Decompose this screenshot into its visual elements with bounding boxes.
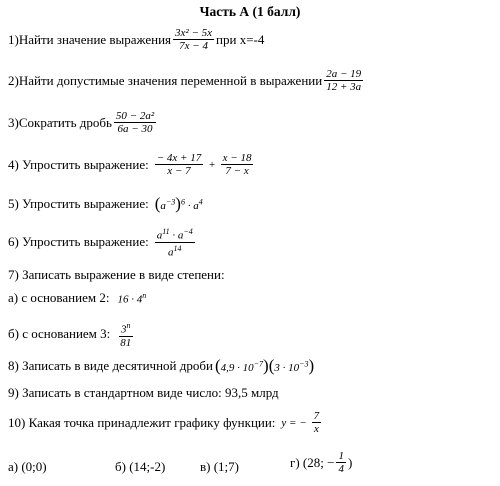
question-10-lhs: y = − xyxy=(281,416,307,429)
question-8-text: 8) Записать в виде десятичной дроби xyxy=(8,358,213,373)
question-4-fraction-1 xyxy=(155,152,203,177)
question-10 xyxy=(8,410,323,435)
question-1-numerator: 3x² − 5x xyxy=(175,27,213,39)
option-g-fraction xyxy=(336,450,346,475)
option-g-numerator: 1 xyxy=(338,450,344,462)
question-7b-fraction xyxy=(118,320,133,349)
question-3-text: 3)Сократить дробь xyxy=(8,114,112,130)
question-2 xyxy=(8,68,365,93)
question-6-numerator: $a^{11} \cdot a^{-4}$ xyxy=(156,227,193,242)
question-7a xyxy=(8,290,149,306)
question-1-text: 1)Найти значение выражения xyxy=(8,31,172,47)
question-10-numerator: 7 xyxy=(313,410,320,422)
question-1 xyxy=(8,27,264,52)
question-3-numerator: 50 − 2a² xyxy=(115,110,155,122)
question-7b xyxy=(8,320,135,349)
question-4-text: 4) Упростить выражение: xyxy=(8,156,149,172)
question-8-expression: $(4,9 \cdot 10^{-7})(3 \cdot 10^{-3})$ xyxy=(214,356,315,375)
question-2-text: 2)Найти допустимые значения переменной в выражении xyxy=(8,72,323,88)
question-3 xyxy=(8,110,158,135)
question-4-numerator-2: x − 18 xyxy=(222,152,252,164)
question-7b-text: б) с основанием 3: xyxy=(8,326,111,342)
question-9-text: 9) Записать в стандартном виде число: 93,5 млрд xyxy=(8,385,279,400)
question-3-denominator: 6a − 30 xyxy=(117,123,153,135)
question-7-text: 7) Записать выражение в виде степени: xyxy=(8,267,225,282)
question-7b-denominator: 81 xyxy=(120,336,132,349)
question-4-fraction-2 xyxy=(221,152,254,177)
question-9 xyxy=(8,385,279,401)
question-1-denominator: 7x − 4 xyxy=(179,40,208,52)
question-4-numerator-1: − 4x + 17 xyxy=(156,152,202,164)
question-4-denominator-1: x − 7 xyxy=(167,165,191,177)
question-5-expression: $(a^{-3})^6 \cdot a^4$ xyxy=(154,194,203,213)
question-2-denominator: 12 + 3a xyxy=(326,81,362,93)
question-3-fraction xyxy=(114,110,156,135)
question-2-fraction xyxy=(324,68,363,93)
question-8 xyxy=(8,356,317,376)
question-1-fraction xyxy=(173,27,214,52)
question-4 xyxy=(8,152,255,177)
option-a: а) (0;0) xyxy=(8,459,47,474)
question-5 xyxy=(8,194,206,214)
option-v: в) (1;7) xyxy=(200,459,239,474)
option-g-suffix: ) xyxy=(347,454,353,470)
question-2-numerator: 2a − 19 xyxy=(326,68,362,80)
question-6-denominator: $a^{14}$ xyxy=(168,243,182,259)
question-6 xyxy=(8,226,197,258)
option-g xyxy=(290,450,352,475)
question-7 xyxy=(8,267,225,283)
question-6-fraction xyxy=(155,226,195,258)
question-1-tail: при х=-4 xyxy=(216,31,265,47)
option-g-prefix: г) (28; − xyxy=(290,454,335,470)
question-10-fraction xyxy=(312,410,322,435)
question-6-text: 6) Упростить выражение: xyxy=(8,234,149,250)
section-title: Часть А (1 балл) xyxy=(199,4,301,19)
question-10-text: 10) Какая точка принадлежит графику функции: xyxy=(8,414,276,430)
option-b: б) (14;-2) xyxy=(115,459,166,474)
question-4-denominator-2: 7 − x xyxy=(225,165,249,177)
question-7a-expression: $16 \cdot 4^n$ xyxy=(117,290,147,306)
question-7b-numerator: 3$^n$ xyxy=(121,321,131,336)
question-10-denominator: x xyxy=(313,423,319,435)
question-5-text: 5) Упростить выражение: xyxy=(8,196,149,211)
question-4-operator: + xyxy=(208,158,216,171)
option-g-denominator: 4 xyxy=(338,463,344,475)
question-7a-text: а) с основанием 2: xyxy=(8,290,110,305)
